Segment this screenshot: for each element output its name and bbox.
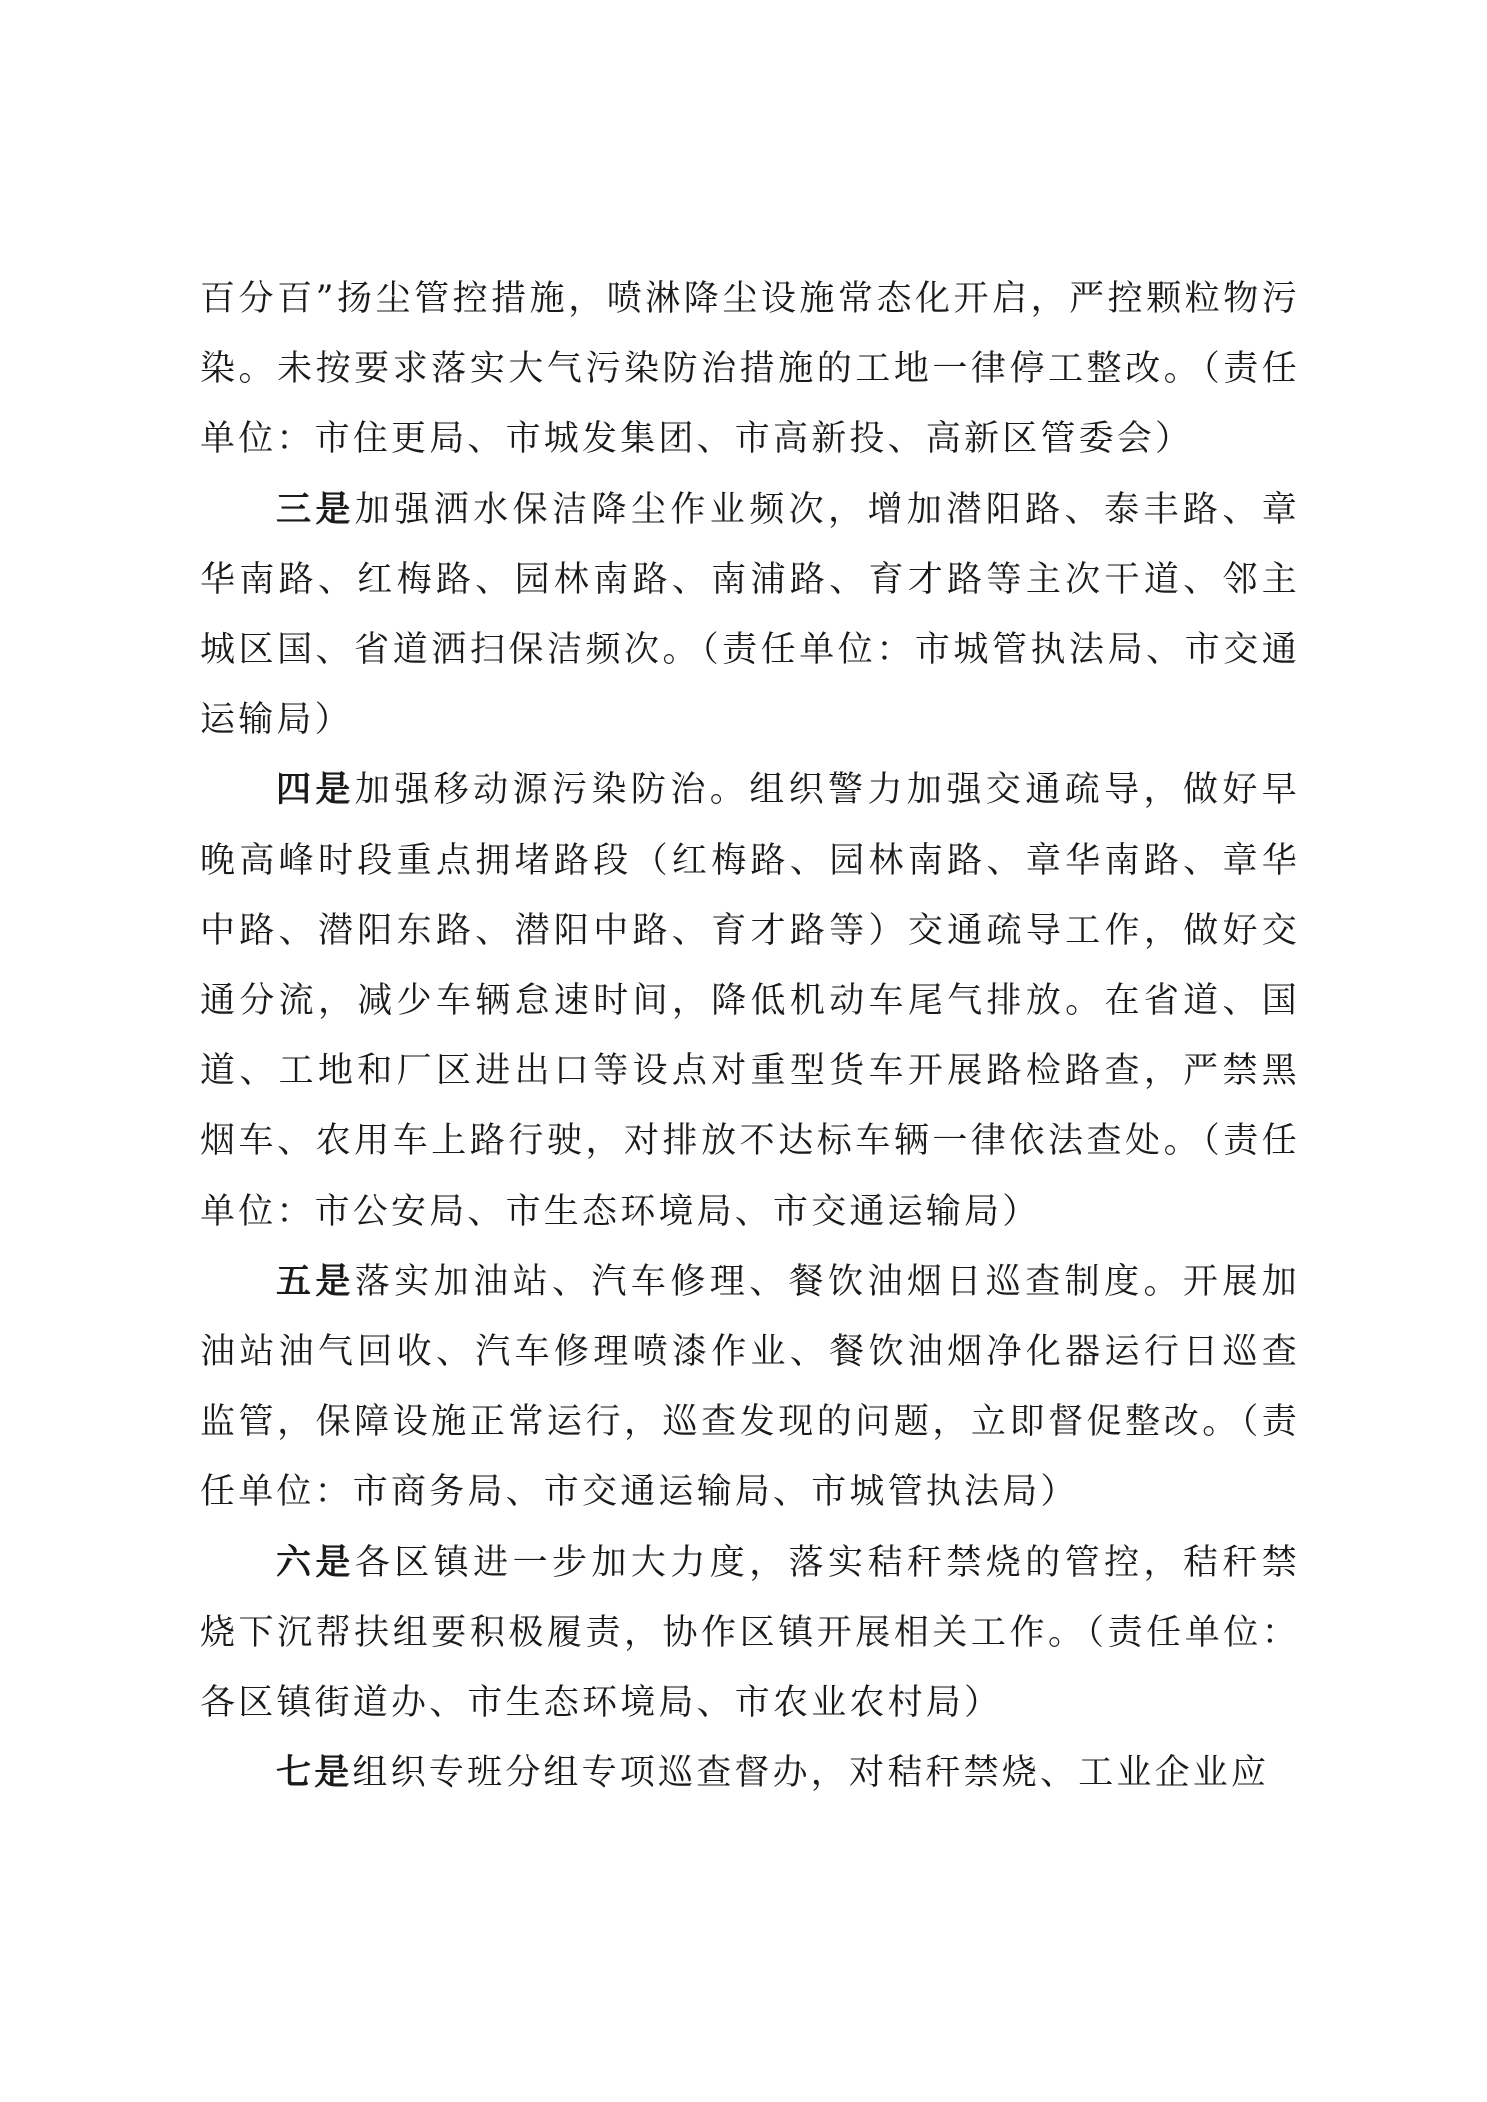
paragraph-lead: 七是	[276, 1752, 353, 1794]
paragraph-text: 加强洒水保洁降尘作业频次，增加潜阳路、泰丰路、章华南路、红梅路、园林南路、南浦路、育才路等主次干道、邻主城区国、省道洒扫保洁频次。（责任单位：市城管执法局、市交通运输局）	[200, 489, 1300, 741]
paragraph-5	[200, 1528, 1300, 1739]
document-body	[200, 264, 1300, 1808]
paragraph-6	[200, 1738, 1300, 1808]
paragraph-text: 加强移动源污染防治。组织警力加强交通疏导，做好早晚高峰时段重点拥堵路段（红梅路、园林南路、章华南路、章华中路、潜阳东路、潜阳中路、育才路等）交通疏导工作，做好交通分流，减少车辆怠速时间，降低机动车尾气排放。在省道、国道、工地和厂区进出口等设点对重型货车开展路检路查，严禁黑烟车、农用车上路行驶，对排放不达标车辆一律依法查处。（责任单位：市公安局、市生态环境局、市交通运输局）	[200, 770, 1300, 1232]
paragraph-1	[200, 264, 1300, 475]
paragraph-2	[200, 475, 1300, 756]
paragraph-text: 落实加油站、汽车修理、餐饮油烟日巡查制度。开展加油站油气回收、汽车修理喷漆作业、餐饮油烟净化器运行日巡查监管，保障设施正常运行，巡查发现的问题，立即督促整改。（责任单位：市商务局、市交通运输局、市城管执法局）	[200, 1261, 1300, 1513]
paragraph-text: 百分百”扬尘管控措施，喷淋降尘设施常态化开启，严控颗粒物污染。未按要求落实大气污染防治措施的工地一律停工整改。（责任单位：市住更局、市城发集团、市高新投、高新区管委会）	[200, 279, 1300, 460]
paragraph-text: 各区镇进一步加大力度，落实秸秆禁烧的管控，秸秆禁烧下沉帮扶组要积极履责，协作区镇开展相关工作。（责任单位：各区镇街道办、市生态环境局、市农业农村局）	[200, 1542, 1300, 1724]
paragraph-4	[200, 1247, 1300, 1528]
paragraph-3	[200, 755, 1300, 1246]
paragraph-text: 组织专班分组专项巡查督办，对秸秆禁烧、工业企业应	[352, 1753, 1270, 1794]
paragraph-lead: 六是	[276, 1541, 355, 1583]
paragraph-lead: 五是	[276, 1260, 355, 1302]
paragraph-lead: 三是	[276, 488, 355, 530]
paragraph-lead: 四是	[276, 769, 355, 811]
